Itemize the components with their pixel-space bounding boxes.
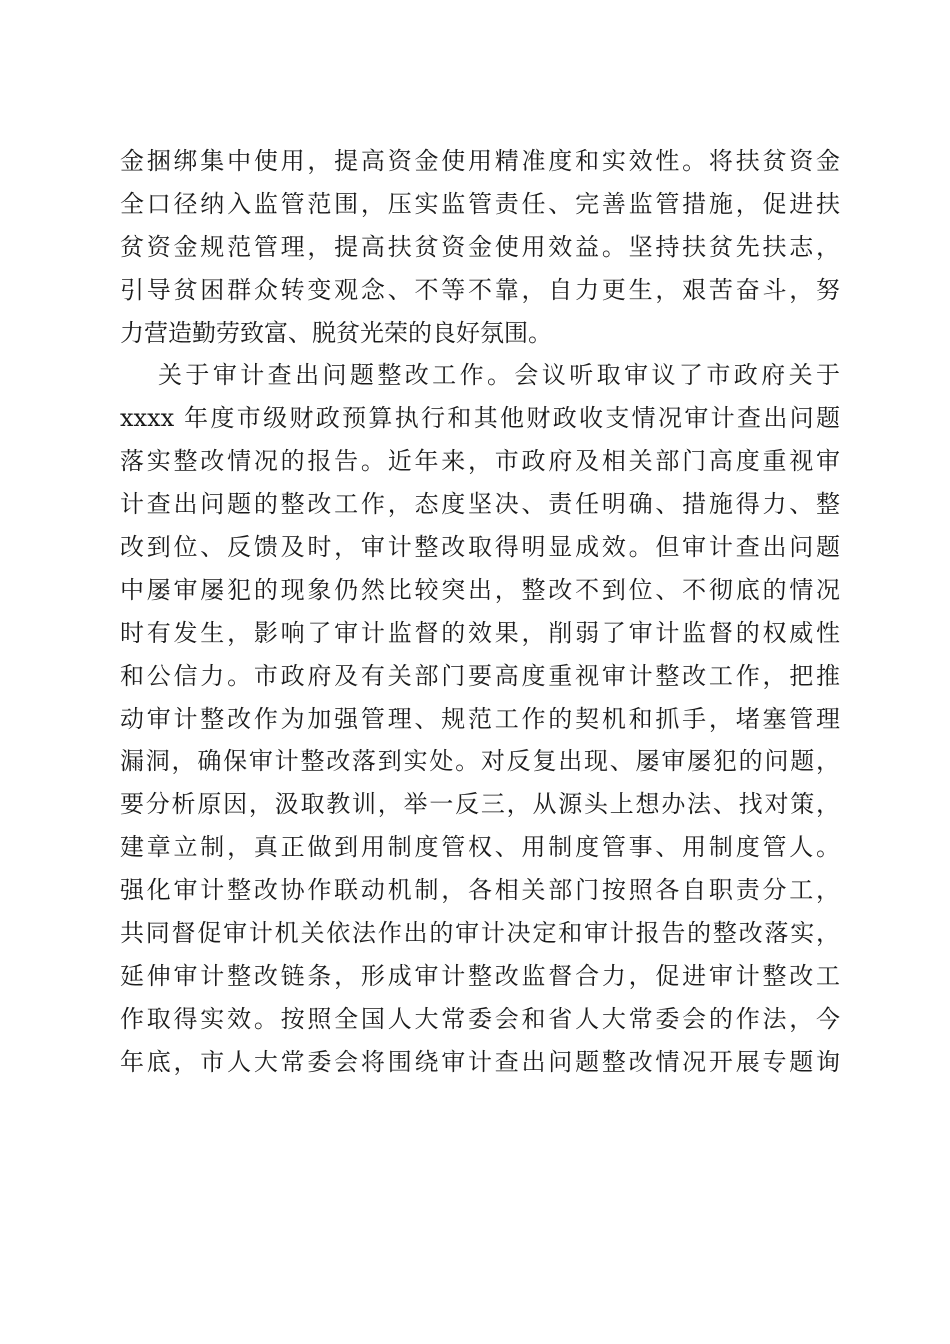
text-line: 共同督促审计机关依法作出的审计决定和审计报告的整改落实， [120, 919, 840, 948]
text-line: 落实整改情况的报告。近年来，市政府及相关部门高度重视审 [120, 447, 840, 476]
document-body [120, 140, 840, 1084]
text-line: 中屡审屡犯的现象仍然比较突出，整改不到位、不彻底的情况 [120, 575, 840, 604]
text-line: 强化审计整改协作联动机制，各相关部门按照各自职责分工， [120, 876, 840, 905]
text-line: 关于审计查出问题整改工作。会议听取审议了市政府关于 [158, 361, 840, 390]
text-line: 金捆绑集中使用，提高资金使用精准度和实效性。将扶贫资金 [120, 147, 840, 175]
text-line: 建章立制，真正做到用制度管权、用制度管事、用制度管人。 [120, 833, 840, 862]
text-line: 引导贫困群众转变观念、不等不靠，自力更生，艰苦奋斗，努 [120, 275, 840, 304]
text-line: 延伸审计整改链条，形成审计整改监督合力，促进审计整改工 [120, 961, 840, 990]
text-line: 动审计整改作为加强管理、规范工作的契机和抓手，堵塞管理 [120, 704, 840, 733]
text-line: 时有发生，影响了审计监督的效果，削弱了审计监督的权威性 [120, 618, 840, 647]
text-line: 全口径纳入监管范围，压实监管责任、完善监管措施，促进扶 [120, 189, 840, 218]
paragraph-2 [120, 354, 840, 1083]
text-line: 漏洞，确保审计整改落到实处。对反复出现、屡审屡犯的问题， [120, 747, 840, 776]
paragraph-1 [120, 140, 840, 354]
text-line: 力营造勤劳致富、脱贫光荣的良好氛围。 [120, 318, 552, 347]
text-line: 年底，市人大常委会将围绕审计查出问题整改情况开展专题询 [120, 1047, 840, 1076]
text-line: 计查出问题的整改工作，态度坚决、责任明确、措施得力、整 [120, 490, 840, 519]
text-line: 要分析原因，汲取教训，举一反三，从源头上想办法、找对策， [120, 790, 840, 819]
text-line: 和公信力。市政府及有关部门要高度重视审计整改工作，把推 [120, 661, 840, 690]
text-line: xxxx 年度市级财政预算执行和其他财政收支情况审计查出问题 [120, 404, 840, 433]
text-line: 改到位、反馈及时，审计整改取得明显成效。但审计查出问题 [120, 533, 840, 562]
text-line: 作取得实效。按照全国人大常委会和省人大常委会的作法，今 [120, 1004, 840, 1033]
text-line: 贫资金规范管理，提高扶贫资金使用效益。坚持扶贫先扶志， [120, 232, 840, 261]
